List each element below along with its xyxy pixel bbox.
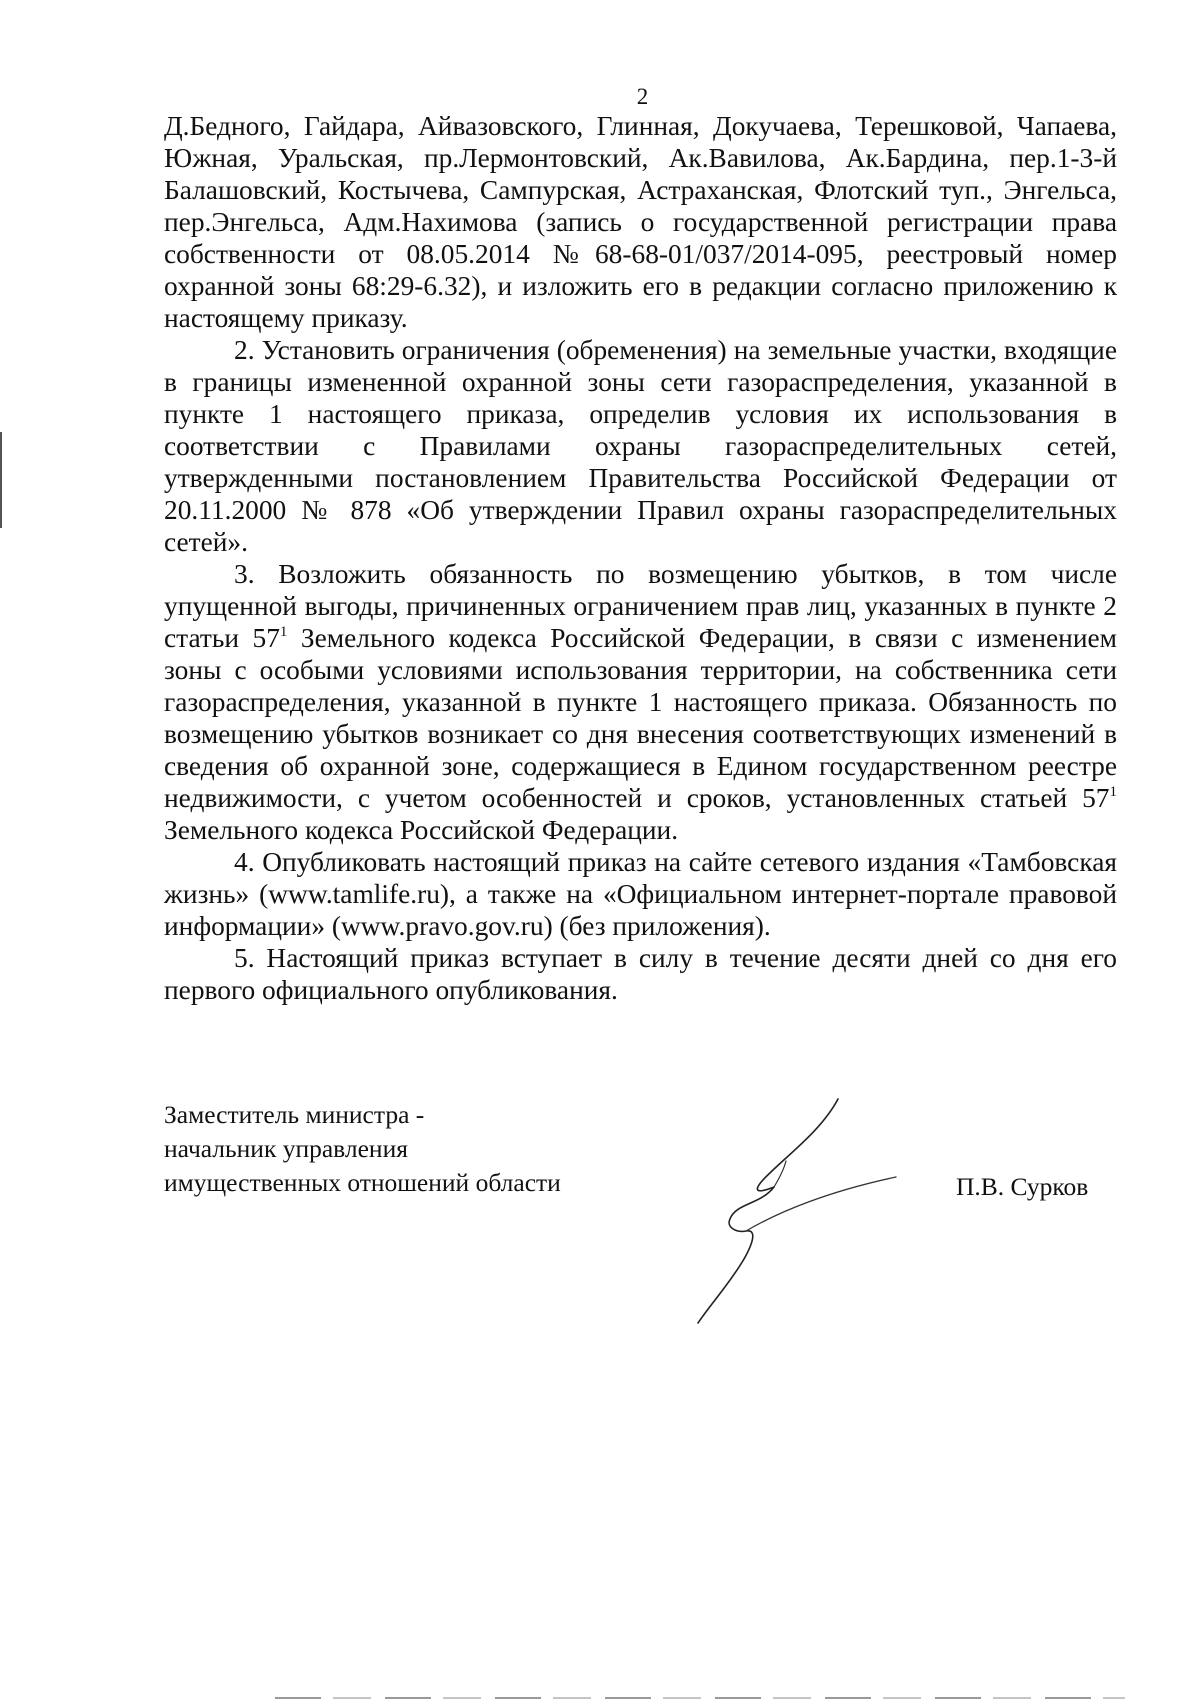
- paragraph-3: [164, 558, 1117, 846]
- superscript-1: 1: [279, 624, 288, 640]
- position-line-2: начальник управления: [164, 1134, 408, 1163]
- page-number: 2: [636, 84, 649, 109]
- paragraph-3-text-1: 3. Возложить обязанность по возмещению убытков, в том числе упущенной выгоды, причиненных ограничением прав лиц, указанных в пункте 2 статьи 57: [164, 559, 1117, 653]
- document-body: [164, 110, 1117, 1006]
- superscript-2: 1: [1109, 784, 1117, 800]
- scan-margin-line: [0, 432, 2, 528]
- paragraph-4: 4. Опубликовать настоящий приказ на сайте сетевого издания «Тамбовская жизнь» (www.tamlife.ru), а также на «Официальном интернет-портале правовой информации» (www.pravo.gov.ru) (без приложения).: [164, 847, 1117, 941]
- paragraph-3-text-3: Земельного кодекса Российской Федерации.: [164, 815, 679, 845]
- handwritten-signature: [690, 1095, 900, 1327]
- position-line-1: Заместитель министра -: [164, 1100, 425, 1129]
- scan-bottom-artifact: [275, 1697, 1125, 1699]
- position-line-3: имущественных отношений области: [164, 1168, 561, 1197]
- signatory-position: [164, 1098, 561, 1200]
- paragraph-3-text-2: Земельного кодекса Российской Федерации, в связи с изменением зоны с особыми условиями использования территории, на собственника сети газораспределения, указанной в пункте 1 настоящего приказа. Обязанность по возмещению убытков возникает со дня внесения соответствующих изменений в сведения об охранной зоне, содержащиеся в Едином государственном реестре недвижимости, с учетом особенностей и сроков, установленных статьей 57: [164, 623, 1117, 813]
- signer-name: П.В. Сурков: [956, 1172, 1089, 1201]
- paragraph-1-continuation: Д.Бедного, Гайдара, Айвазовского, Глинная, Докучаева, Терешковой, Чапаева, Южная, Уральская, пр.Лермонтовский, Ак.Вавилова, Ак.Бардина, пер.1-3-й Балашовский, Костычева, Сампурская, Астраханская, Флотский туп., Энгельса, пер.Энгельса, Адм.Нахимова (запись о государственной регистрации права собственности от 08.05.2014 №68-68-01/037/2014-095, реестровый номер охранной зоны 68:29-6.32), и изложить его в редакции согласно приложению к настоящему приказу.: [164, 111, 1117, 333]
- paragraph-2: 2. Установить ограничения (обременения) на земельные участки, входящие в границы измененной охранной зоны сети газораспределения, указанной в пункте 1 настоящего приказа, определив условия их использования в соответствии с Правилами охраны газораспределительных сетей, утвержденными постановлением Правительства Российской Федерации от 20.11.2000 № 878 «Об утверждении Правил охраны газораспределительных сетей».: [164, 335, 1117, 557]
- paragraph-5: 5. Настоящий приказ вступает в силу в течение десяти дней со дня его первого официального опубликования.: [164, 943, 1117, 1005]
